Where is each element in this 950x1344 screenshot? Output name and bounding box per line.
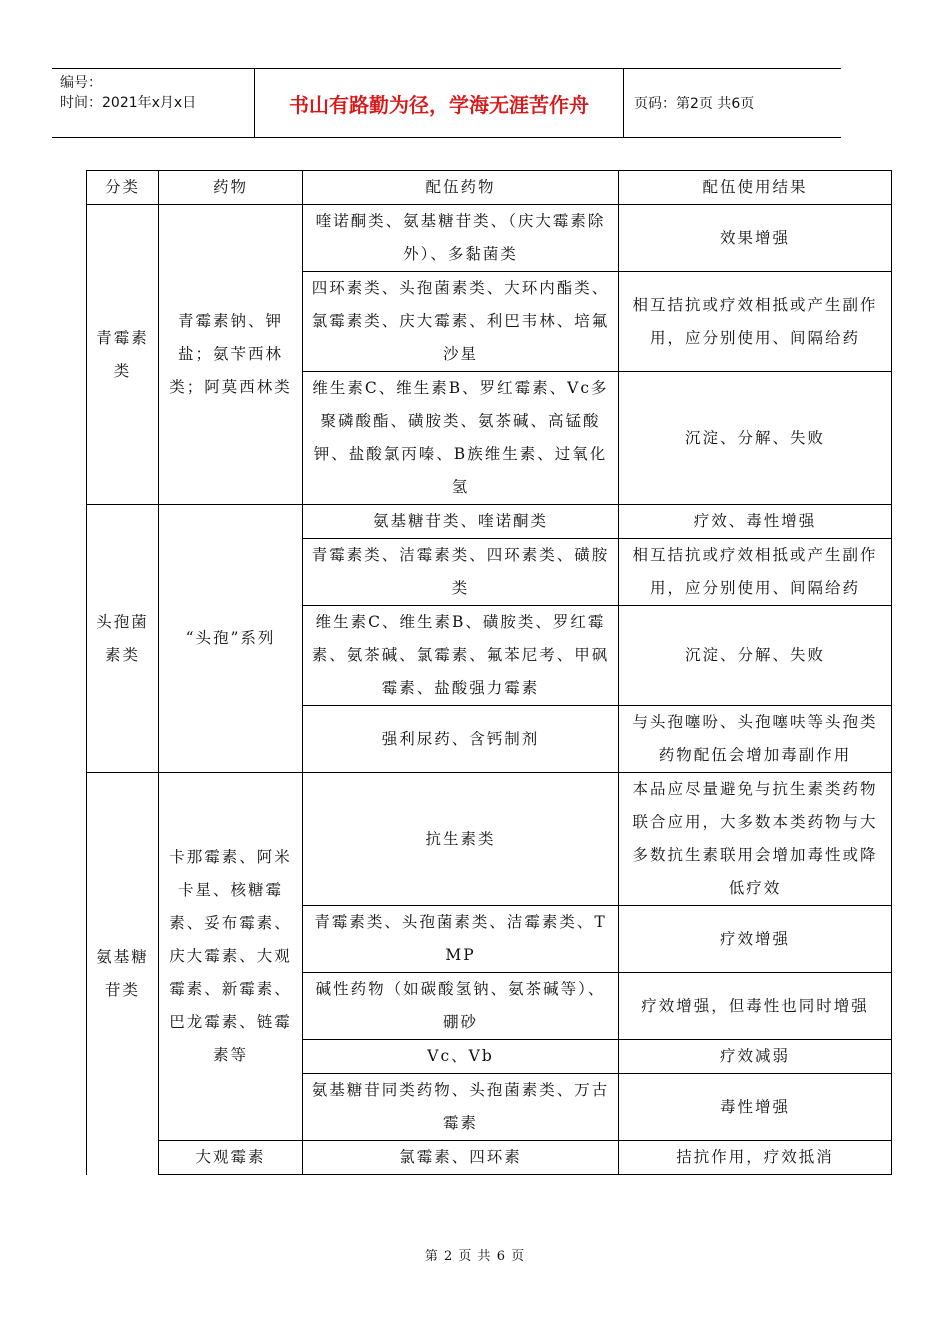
result-cell: 与头孢噻吩、头孢噻呋等头孢类药物配伍会增加毒副作用 — [619, 706, 892, 773]
category-cell: 青霉素类 — [87, 205, 159, 505]
result-cell: 毒性增强 — [619, 1074, 892, 1141]
result-cell: 疗效、毒性增强 — [619, 505, 892, 539]
header-combo: 配伍药物 — [303, 171, 619, 205]
result-cell: 沉淀、分解、失败 — [619, 606, 892, 706]
combo-cell: 抗生素类 — [303, 773, 619, 906]
drug-compatibility-table — [86, 170, 892, 1175]
header-motto: 书山有路勤为径，学海无涯苦作舟 — [255, 69, 624, 137]
result-cell: 相互拮抗或疗效相抵或产生副作用，应分别使用、间隔给药 — [619, 539, 892, 606]
combo-cell: 青霉素类、洁霉素类、四环素类、磺胺类 — [303, 539, 619, 606]
table-header-row — [87, 171, 892, 205]
result-cell: 效果增强 — [619, 205, 892, 272]
combo-cell: 喹诺酮类、氨基糖苷类、（庆大霉素除外）、多黏菌类 — [303, 205, 619, 272]
table-row — [87, 205, 892, 272]
drug-cell: 卡那霉素、阿米卡星、核糖霉素、妥布霉素、庆大霉素、大观霉素、新霉素、巴龙霉素、链霉素等 — [159, 773, 303, 1141]
result-cell: 拮抗作用，疗效抵消 — [619, 1141, 892, 1175]
combo-cell: Vc、Vb — [303, 1040, 619, 1074]
combo-cell: 强利尿药、含钙制剂 — [303, 706, 619, 773]
result-cell: 沉淀、分解、失败 — [619, 372, 892, 505]
result-cell: 疗效增强 — [619, 906, 892, 973]
page-header — [52, 68, 841, 138]
combo-cell: 维生素C、维生素B、磺胺类、罗红霉素、氨茶碱、氯霉素、氟苯尼考、甲砜霉素、盐酸强力霉素 — [303, 606, 619, 706]
combo-cell: 氨基糖苷同类药物、头孢菌素类、万古霉素 — [303, 1074, 619, 1141]
combo-cell: 青霉素类、头孢菌素类、洁霉素类、TMP — [303, 906, 619, 973]
time-label: 时间：2021年x月x日 — [60, 95, 197, 111]
drug-cell: “头孢”系列 — [159, 505, 303, 773]
combo-cell: 四环素类、头孢菌素类、大环内酯类、氯霉素类、庆大霉素、利巴韦林、培氟沙星 — [303, 272, 619, 372]
drug-cell: 青霉素钠、钾盐；氨苄西林类；阿莫西林类 — [159, 205, 303, 505]
table-row — [87, 773, 892, 906]
result-cell: 本品应尽量避免与抗生素类药物联合应用，大多数本类药物与大多数抗生素联用会增加毒性或降低疗效 — [619, 773, 892, 906]
header-page-label: 页码：第2页 共6页 — [634, 96, 755, 112]
header-category: 分类 — [87, 171, 159, 205]
result-cell: 相互拮抗或疗效相抵或产生副作用，应分别使用、间隔给药 — [619, 272, 892, 372]
table-row — [87, 505, 892, 539]
combo-cell: 碱性药物（如碳酸氢钠、氨茶碱等）、硼砂 — [303, 973, 619, 1040]
number-label: 编号： — [60, 75, 102, 91]
category-cell: 头孢菌素类 — [87, 505, 159, 773]
table-row — [87, 1141, 892, 1175]
combo-cell: 氨基糖苷类、喹诺酮类 — [303, 505, 619, 539]
header-meta — [52, 69, 255, 137]
drug-cell: 大观霉素 — [159, 1141, 303, 1175]
result-cell: 疗效减弱 — [619, 1040, 892, 1074]
header-result: 配伍使用结果 — [619, 171, 892, 205]
combo-cell: 维生素C、维生素B、罗红霉素、Vc多聚磷酸酯、磺胺类、氨茶碱、高锰酸钾、盐酸氯丙嗪、B族维生素、过氧化氢 — [303, 372, 619, 505]
category-cell: 氨基糖苷类 — [87, 773, 159, 1175]
combo-cell: 氯霉素、四环素 — [303, 1141, 619, 1175]
header-drug: 药物 — [159, 171, 303, 205]
result-cell: 疗效增强，但毒性也同时增强 — [619, 973, 892, 1040]
page-footer: 第 2 页 共 6 页 — [424, 1249, 526, 1264]
